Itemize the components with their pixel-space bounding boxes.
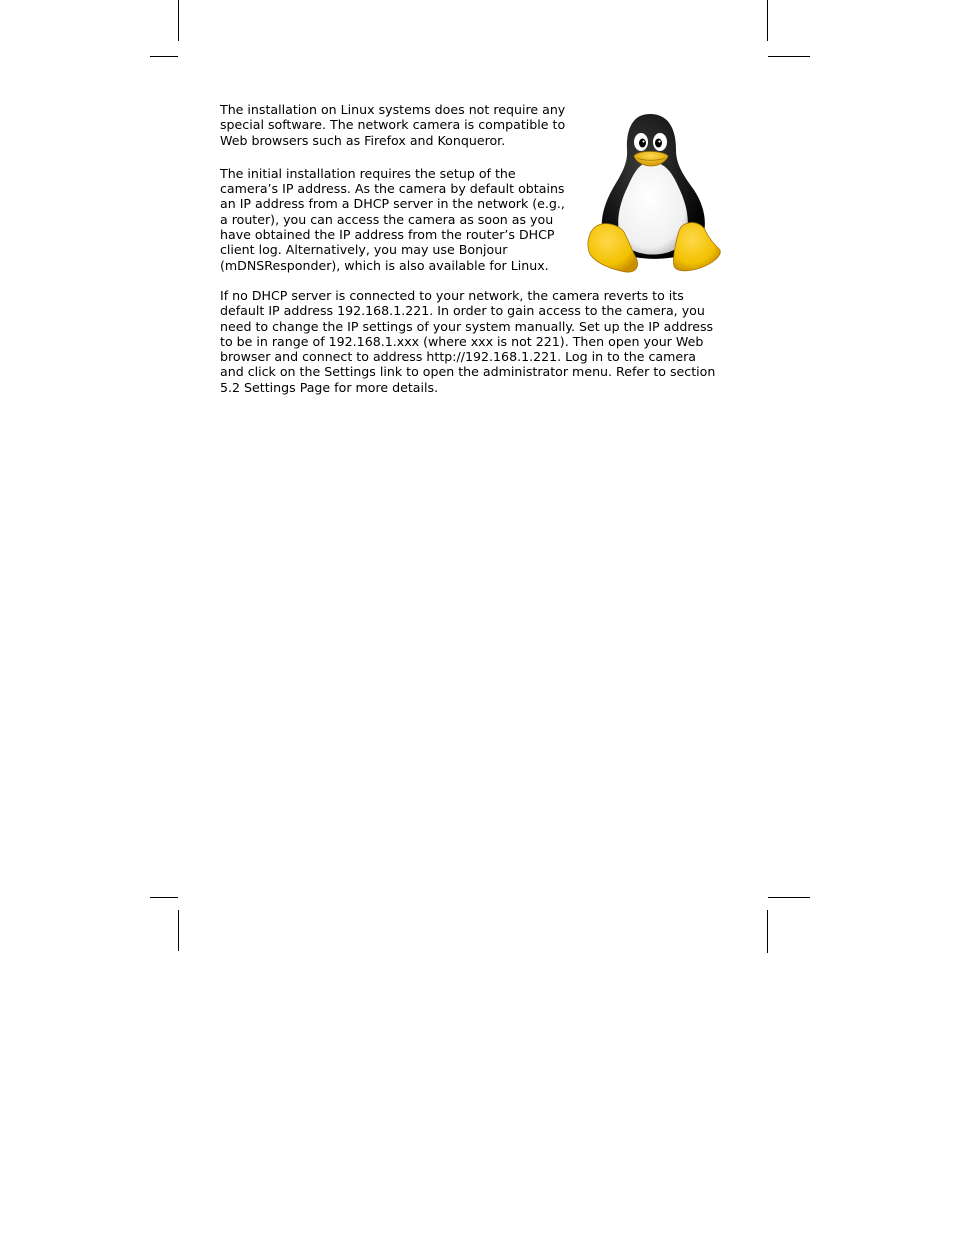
crop-mark-top-left-vertical <box>178 0 179 41</box>
crop-mark-bottom-left-horizontal <box>150 897 178 898</box>
crop-mark-top-left-horizontal <box>150 56 178 57</box>
paragraph-linux-intro: The installation on Linux systems does not require any special software. The network camera is compatible to Web browsers such as Firefox and Konqueror. <box>220 102 566 148</box>
paragraph-no-dhcp: If no DHCP server is connected to your network, the camera reverts to its default IP address 192.168.1.221. In order to gain access to the camera, you need to change the IP settings of your system manually. Set up the IP address to be in range of 192.168.1.xxx (where xxx is not 221). Then open your Web browser and connect to address http://192.168.1.221. Log in to the camera and click on the Settings link to open the administrator menu. Refer to section 5.2 Settings Page for more details. <box>220 287 716 395</box>
tux-penguin-icon <box>584 110 722 276</box>
paragraph-initial-installation: The initial installation requires the setup of the camera’s IP address. As the camera by default obtains an IP address from a DHCP server in the network (e.g., a router), you can access the camera as soon as you have obtained the IP address from the router’s DHCP client log. Alternatively, you may use Bonjour (mDNSResponder), which is also available for Linux. <box>220 165 565 273</box>
crop-mark-bottom-right-horizontal <box>768 897 810 898</box>
crop-mark-bottom-left-vertical <box>178 910 179 951</box>
crop-mark-bottom-right-vertical <box>767 910 768 953</box>
tux-right-foot <box>673 223 720 271</box>
crop-mark-top-right-vertical <box>767 0 768 41</box>
crop-mark-top-right-horizontal <box>768 56 810 57</box>
